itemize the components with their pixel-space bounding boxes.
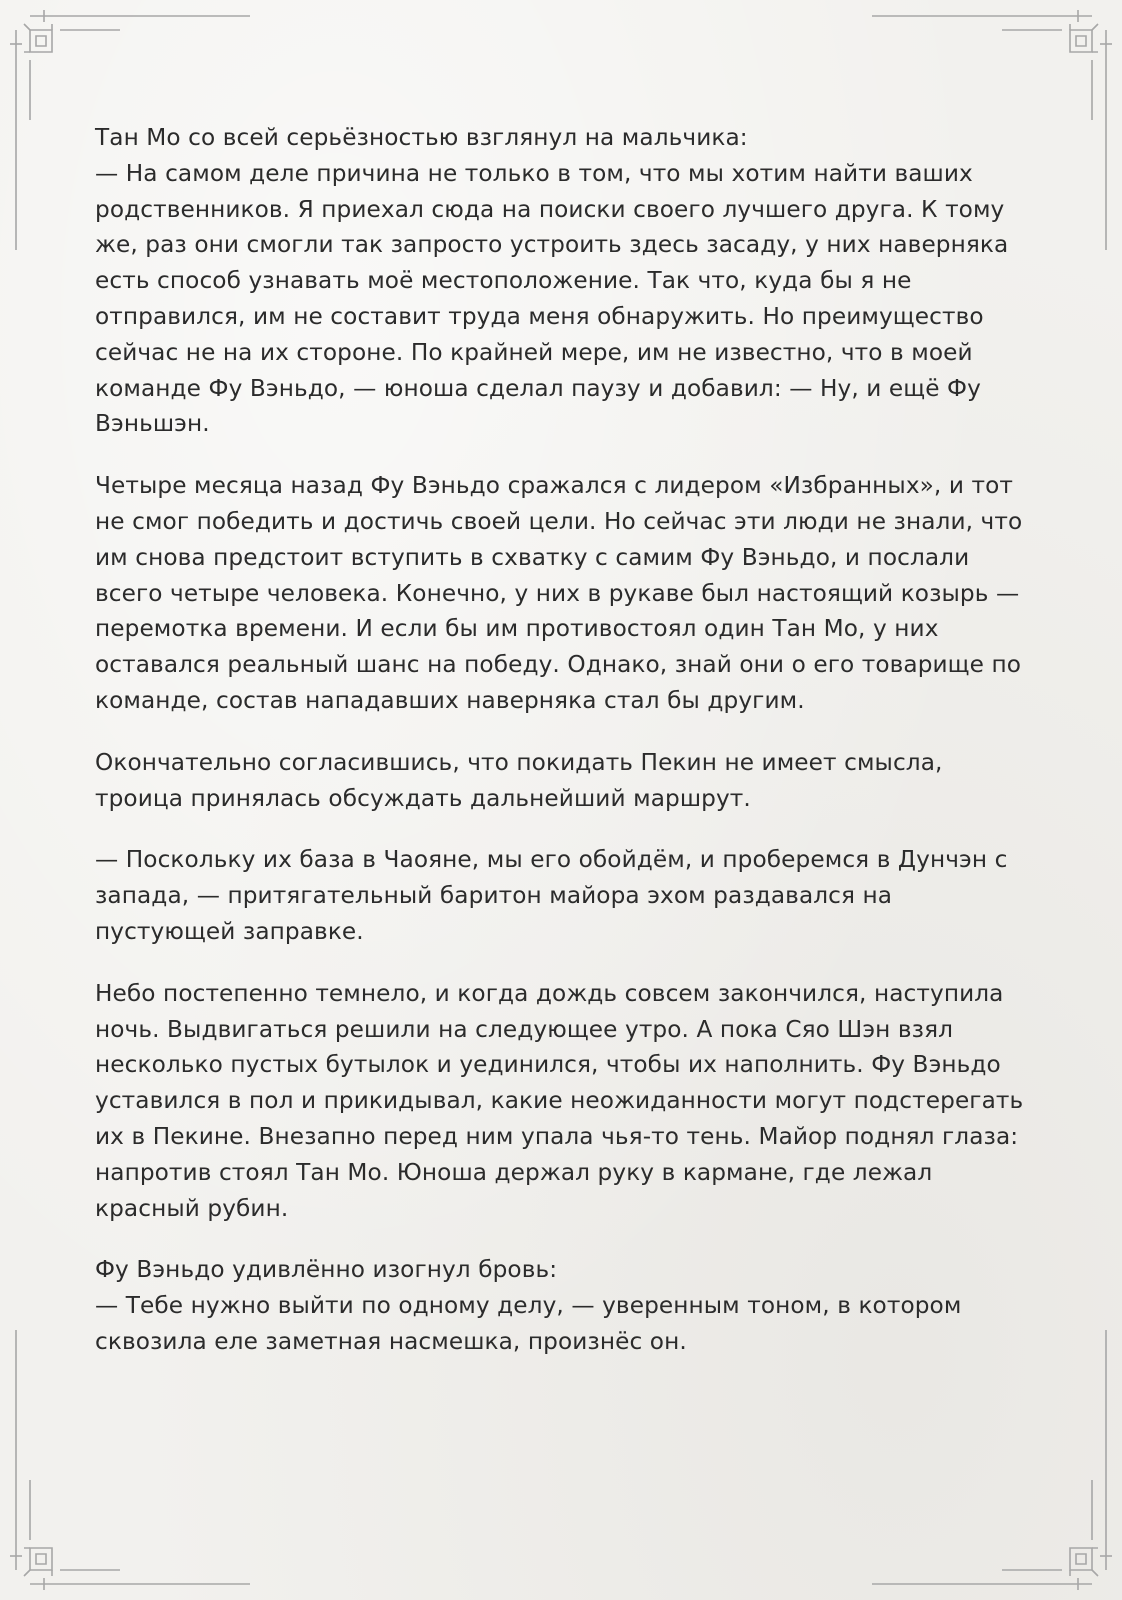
text-line: красный рубин. <box>95 1194 289 1222</box>
text-line: — Тебе нужно выйти по одному делу, — уверенным тоном, в котором <box>95 1292 962 1320</box>
text-line: их в Пекине. Внезапно перед ним упала чья-то тень. Майор поднял глаза: <box>95 1122 1019 1150</box>
text-line: Четыре месяца назад Фу Вэньдо сражался с лидером «Избранных», и тот <box>95 472 1014 500</box>
text-line: Вэньшэн. <box>95 410 210 438</box>
text-line: команде, состав нападавших наверняка стал бы другим. <box>95 686 805 714</box>
text-line: — Поскольку их база в Чаояне, мы его обойдём, и проберемся в Дунчэн с <box>95 846 1008 874</box>
text-line: всего четыре человека. Конечно, у них в рукаве был настоящий козырь — <box>95 579 1020 607</box>
text-line: же, раз они смогли так запросто устроить здесь засаду, у них наверняка <box>95 231 1009 259</box>
text-line: сквозила еле заметная насмешка, произнёс он. <box>95 1327 687 1355</box>
text-line: запада, — притягательный баритон майора эхом раздавался на <box>95 882 893 910</box>
paragraph-4 <box>95 842 1030 949</box>
text-line: отправился, им не составит труда меня обнаружить. Но преимущество <box>95 302 984 330</box>
paragraph-5 <box>95 976 1030 1227</box>
text-line: сейчас не на их стороне. По крайней мере, им не известно, что в моей <box>95 338 973 366</box>
document-body <box>95 120 1030 1386</box>
paragraph-1 <box>95 120 1030 442</box>
text-line: — На самом деле причина не только в том, что мы хотим найти ваших <box>95 159 973 187</box>
text-line: им снова предстоит вступить в схватку с самим Фу Вэньдо, и послали <box>95 543 970 571</box>
paragraph-2 <box>95 468 1030 719</box>
text-line: родственников. Я приехал сюда на поиски своего лучшего друга. К тому <box>95 195 1005 223</box>
text-line: троица принялась обсуждать дальнейший маршрут. <box>95 784 751 812</box>
paragraph-6 <box>95 1252 1030 1359</box>
text-line: ночь. Выдвигаться решили на следующее утро. А пока Сяо Шэн взял <box>95 1015 954 1043</box>
text-line: есть способ узнавать моё местоположение. Так что, куда бы я не <box>95 267 912 295</box>
text-line: оставался реальный шанс на победу. Однако, знай они о его товарище по <box>95 651 1022 679</box>
text-line: несколько пустых бутылок и уединился, чтобы их наполнить. Фу Вэньдо <box>95 1051 1001 1079</box>
text-line: уставился в пол и прикидывал, какие неожиданности могут подстерегать <box>95 1087 1024 1115</box>
text-line: Фу Вэньдо удивлённо изогнул бровь: <box>95 1256 558 1284</box>
text-line: пустующей заправке. <box>95 917 364 945</box>
text-line: Небо постепенно темнело, и когда дождь совсем закончился, наступила <box>95 979 1004 1007</box>
text-line: команде Фу Вэньдо, — юноша сделал паузу и добавил: — Ну, и ещё Фу <box>95 374 981 402</box>
text-line: Тан Мо со всей серьёзностью взглянул на мальчика: <box>95 124 748 151</box>
text-line: напротив стоял Тан Мо. Юноша держал руку в кармане, где лежал <box>95 1158 933 1186</box>
text-line: не смог победить и достичь своей цели. Но сейчас эти люди не знали, что <box>95 507 1023 535</box>
text-line: Окончательно согласившись, что покидать Пекин не имеет смысла, <box>95 748 943 776</box>
text-line: перемотка времени. И если бы им противостоял один Тан Мо, у них <box>95 615 939 643</box>
paragraph-3 <box>95 745 1030 817</box>
